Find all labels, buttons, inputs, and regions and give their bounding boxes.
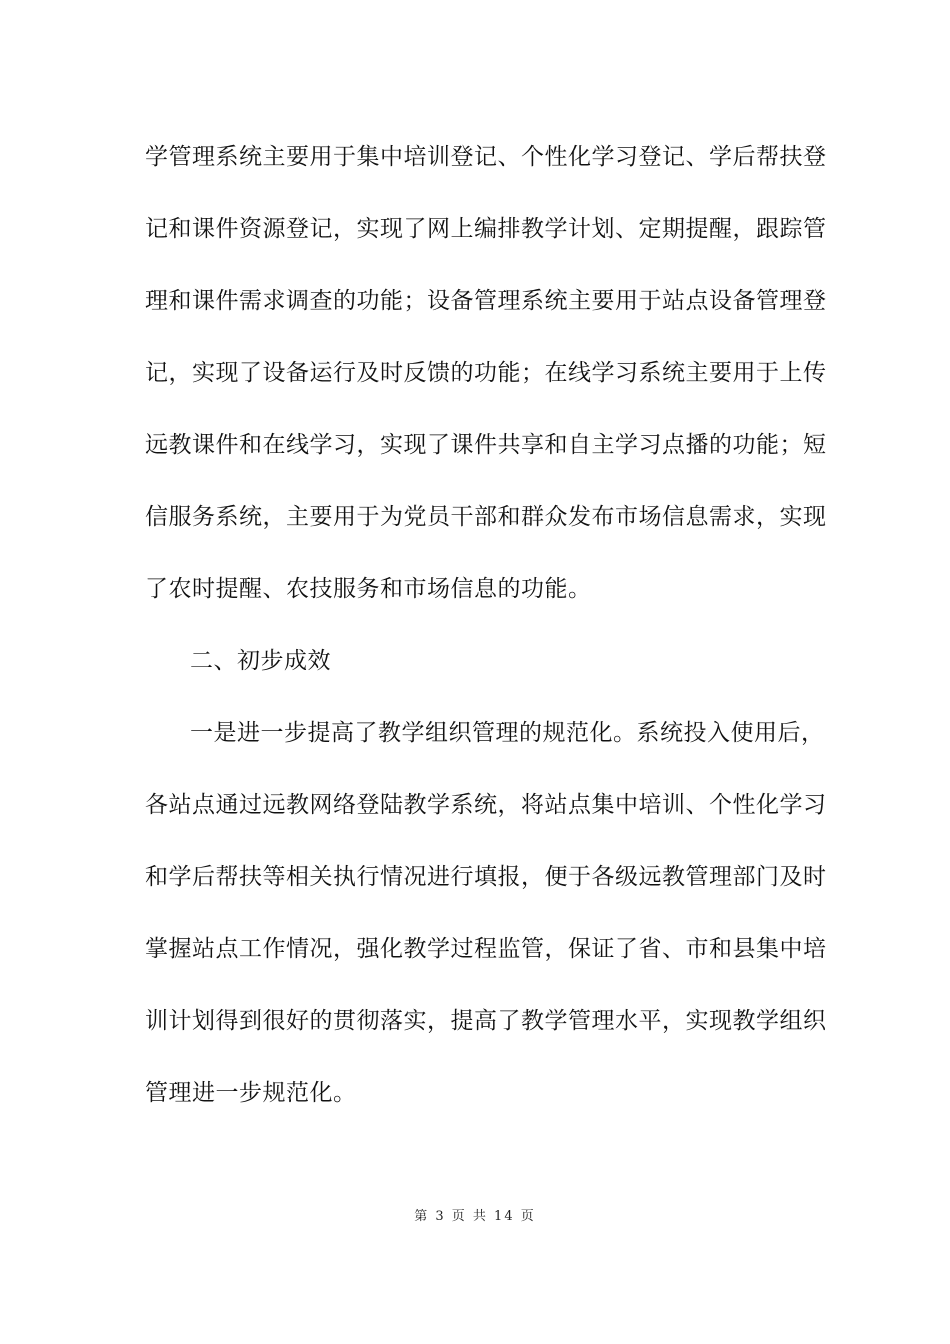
paragraph-line: 记，实现了设备运行及时反馈的功能；在线学习系统主要用于上传 [145,360,827,386]
paragraph-line: 和学后帮扶等相关执行情况进行填报，便于各级远教管理部门及时 [145,864,827,890]
paragraph-line: 信服务系统，主要用于为党员干部和群众发布市场信息需求，实现 [145,504,827,530]
paragraph-line: 学管理系统主要用于集中培训登记、个性化学习登记、学后帮扶登 [145,144,827,170]
paragraph-line: 了农时提醒、农技服务和市场信息的功能。 [145,576,592,602]
paragraph-line: 记和课件资源登记，实现了网上编排教学计划、定期提醒，跟踪管 [145,216,827,242]
section-heading: 二、初步成效 [190,648,331,674]
paragraph-line: 远教课件和在线学习，实现了课件共享和自主学习点播的功能；短 [145,432,827,458]
paragraph-line: 各站点通过远教网络登陆教学系统，将站点集中培训、个性化学习 [145,792,827,818]
paragraph-line: 管理进一步规范化。 [145,1080,357,1106]
page-number-footer: 第 3 页 共 14 页 [414,1209,536,1224]
paragraph-line: 理和课件需求调查的功能；设备管理系统主要用于站点设备管理登 [145,288,827,314]
paragraph-line: 掌握站点工作情况，强化教学过程监管，保证了省、市和县集中培 [145,936,827,962]
paragraph-line: 训计划得到很好的贯彻落实，提高了教学管理水平，实现教学组织 [145,1008,827,1034]
paragraph-line: 一是进一步提高了教学组织管理的规范化。系统投入使用后， [190,720,825,746]
